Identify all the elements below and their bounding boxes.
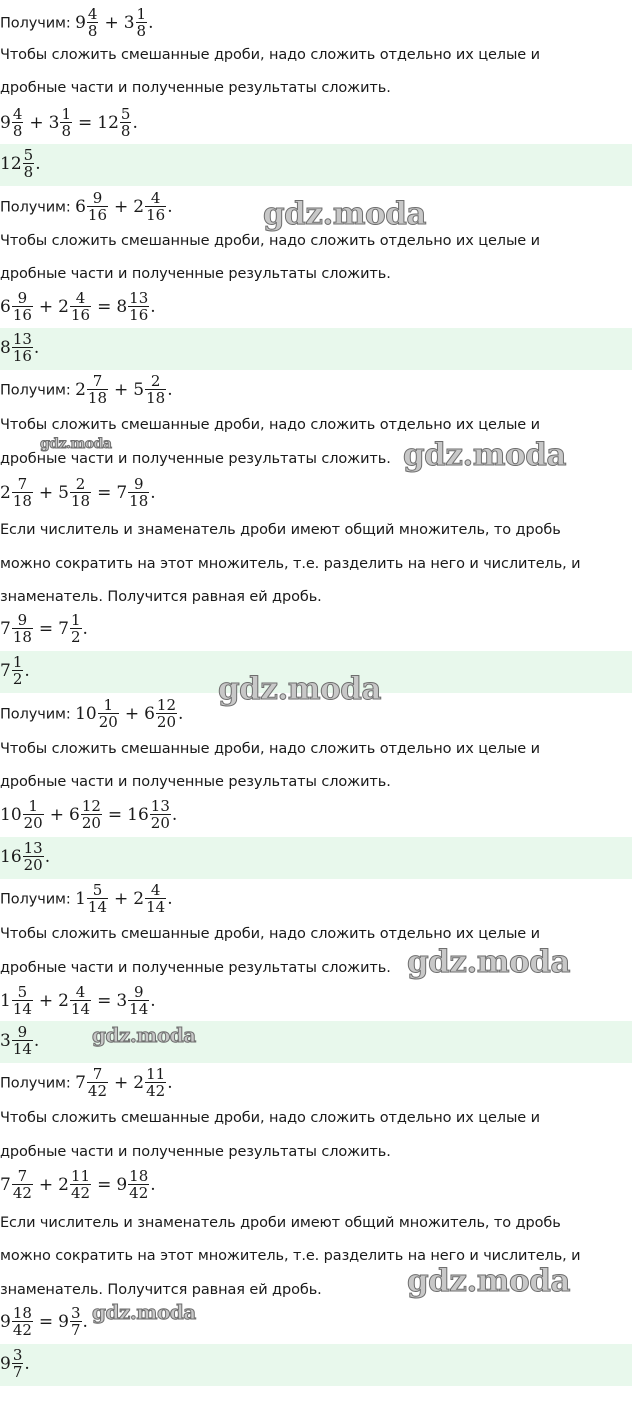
numerator: 9 [133,983,144,1001]
math-expression [0,1305,88,1338]
fraction [12,331,33,364]
denominator: 8 [61,122,71,140]
fraction [87,190,108,223]
whole-part: 2 [75,379,86,400]
plus-sign: + [29,112,44,133]
period: . [82,1311,88,1332]
given-label: Получим: [0,15,71,32]
math-expression [0,654,30,687]
denominator: 8 [87,22,98,40]
problem-5-given [0,882,173,915]
numerator: 3 [12,1346,23,1364]
whole-part: 12 [0,153,22,174]
plus-sign: + [38,296,54,317]
rule-add-line-1: Чтобы сложить смешанные дроби, надо сложить отдельно их целые и [0,233,540,249]
numerator: 4 [87,5,98,23]
period: . [82,618,88,639]
fraction [23,147,35,180]
plus-sign: + [114,196,129,217]
numerator: 3 [71,1304,81,1322]
whole-part: 6 [144,703,155,724]
fraction [12,1168,33,1201]
math-expression [0,1347,30,1380]
fraction [23,798,44,831]
numerator: 18 [129,1167,149,1185]
plus-sign: + [49,804,64,825]
whole-part: 7 [116,482,128,503]
numerator: 11 [146,1065,166,1083]
given-label: Получим: [0,891,71,908]
denominator: 42 [87,1082,108,1100]
answer-band-6 [0,1344,632,1386]
fraction [156,697,177,730]
numerator: 1 [71,611,81,629]
numerator: 7 [92,1065,103,1083]
denominator: 20 [23,814,43,832]
fraction [128,290,149,323]
equals-sign: = [38,1311,54,1332]
fraction [128,476,149,509]
rule-add-line-1: Чтобы сложить смешанные дроби, надо сложить отдельно их целые и [0,417,540,433]
fraction [12,654,24,687]
rule-add-line-2: дробные части и полученные результаты сложить. [0,774,391,790]
period: . [167,379,173,400]
whole-part: 7 [0,660,11,681]
fraction [120,106,132,139]
fraction [87,882,108,915]
period: . [167,196,173,217]
numerator: 1 [136,5,147,23]
denominator: 8 [120,122,131,140]
denominator: 20 [150,814,170,832]
plus-sign: + [114,888,129,909]
numerator: 7 [17,475,28,493]
denominator: 20 [81,814,101,832]
rule-add-line-2: дробные части и полученные результаты сложить. [0,266,391,282]
given-label: Получим: [0,199,71,216]
denominator: 14 [87,898,108,916]
plus-sign: + [114,379,129,400]
problem-4-given [0,697,183,730]
equals-sign: = [38,618,54,639]
math-expression [75,373,173,406]
fraction [98,697,119,730]
rule-reduce-line-1: Если числитель и знаменатель дроби имеют общий множитель, то дробь [0,1215,561,1231]
fraction [136,6,148,39]
rule-add-line-1: Чтобы сложить смешанные дроби, надо сложить отдельно их целые и [0,1110,540,1126]
whole-part: 12 [97,112,119,133]
math-expression [0,1168,156,1201]
problem-6-answer [0,1347,30,1380]
whole-part: 2 [133,1072,145,1093]
rule-add-line-2: дробные части и полученные результаты сложить. [0,80,391,96]
math-expression [0,984,156,1017]
fraction [12,476,33,509]
denominator: 7 [71,1321,81,1339]
numerator: 4 [12,105,23,123]
fraction [128,1168,149,1201]
fraction [145,190,166,223]
equals-sign: = [97,1174,112,1195]
whole-part: 7 [0,618,11,639]
denominator: 16 [129,306,149,324]
fraction [87,1066,108,1099]
answer-band-2 [0,328,632,370]
rule-add-line-1: Чтобы сложить смешанные дроби, надо сложить отдельно их целые и [0,926,540,942]
fraction [12,1024,33,1057]
denominator: 18 [87,389,108,407]
equals-sign: = [78,112,93,133]
whole-part: 9 [0,1353,11,1374]
denominator: 8 [12,122,23,140]
problem-1-given [0,6,154,39]
fraction [23,840,44,873]
math-expression [75,190,173,223]
denominator: 14 [71,1000,91,1018]
problem-5-answer [0,1024,39,1057]
problem-1-answer [0,147,41,180]
watermark-logo: gdz.moda [407,1263,570,1299]
fraction [12,290,33,323]
math-expression [0,798,177,831]
period: . [167,1072,173,1093]
period: . [24,660,30,681]
whole-part: 8 [0,337,11,358]
denominator: 42 [129,1184,149,1202]
whole-part: 9 [116,1174,128,1195]
whole-part: 2 [58,990,69,1011]
fraction [12,106,24,139]
numerator: 1 [103,696,114,714]
plus-sign: + [124,703,140,724]
equals-sign: = [97,482,112,503]
numerator: 9 [17,611,28,629]
whole-part: 5 [58,482,69,503]
fraction [70,1168,91,1201]
problem-6-reduction [0,1305,88,1338]
watermark-logo: gdz.moda [263,196,426,232]
given-label: Получим: [0,382,71,399]
period: . [178,703,184,724]
fraction [12,984,33,1017]
whole-part: 8 [116,296,128,317]
whole-part: 16 [0,846,22,867]
period: . [148,12,154,33]
math-expression [75,6,153,39]
whole-part: 5 [133,379,145,400]
watermark-logo: gdz.moda [92,1023,196,1047]
whole-part: 6 [0,296,11,317]
fraction [81,798,102,831]
rule-reduce-line-2: можно сократить на этот множитель, т.е. разделить на него и числитель, и [0,556,581,572]
problem-5-solution [0,984,156,1017]
numerator: 5 [92,881,103,899]
denominator: 42 [12,1321,32,1339]
period: . [171,804,178,825]
whole-part: 9 [0,112,11,133]
denominator: 14 [129,1000,149,1018]
equals-sign: = [97,296,112,317]
fraction [145,882,166,915]
denominator: 18 [71,492,91,510]
numerator: 11 [71,1167,91,1185]
period: . [44,846,51,867]
watermark-logo: gdz.moda [403,437,566,473]
answer-band-1 [0,144,632,186]
period: . [33,337,40,358]
plus-sign: + [38,482,54,503]
fraction [60,106,72,139]
math-expression [0,840,50,873]
numerator: 9 [133,475,144,493]
fraction [145,373,166,406]
fraction [87,6,99,39]
given-label: Получим: [0,706,71,723]
numerator: 4 [150,189,161,207]
fraction [128,984,149,1017]
whole-part: 9 [75,12,86,33]
fraction [12,1347,24,1380]
whole-part: 9 [0,1311,11,1332]
denominator: 16 [71,306,91,324]
denominator: 20 [98,713,118,731]
rule-reduce-line-3: знаменатель. Получится равная ей дробь. [0,1282,322,1298]
rule-reduce-line-2: можно сократить на этот множитель, т.е. разделить на него и числитель, и [0,1248,581,1264]
whole-part: 6 [68,804,80,825]
fraction [70,290,91,323]
denominator: 16 [146,206,166,224]
rule-reduce-line-1: Если числитель и знаменатель дроби имеют общий множитель, то дробь [0,522,561,538]
problem-2-given [0,190,173,223]
whole-part: 9 [58,1311,69,1332]
problem-3-given [0,373,173,406]
problem-3-solution [0,476,156,509]
numerator: 9 [92,189,103,207]
whole-part: 10 [0,804,22,825]
denominator: 2 [71,628,81,646]
numerator: 12 [156,696,176,714]
period: . [167,888,173,909]
fraction [12,612,33,645]
denominator: 42 [12,1184,32,1202]
numerator: 2 [150,372,161,390]
whole-part: 2 [58,1174,69,1195]
denominator: 16 [87,206,108,224]
numerator: 13 [150,797,170,815]
math-expression [0,106,138,139]
rule-reduce-line-3: знаменатель. Получится равная ей дробь. [0,589,322,605]
period: . [150,296,156,317]
fraction [70,476,91,509]
math-expression [0,476,156,509]
problem-2-answer [0,331,39,364]
math-expression [75,882,173,915]
math-expression [0,612,88,645]
rule-add-line-2: дробные части и полученные результаты сложить. [0,1144,391,1160]
numerator: 13 [23,839,43,857]
math-expression [0,147,41,180]
whole-part: 2 [133,196,145,217]
period: . [150,482,156,503]
whole-part: 3 [0,1030,11,1051]
whole-part: 3 [123,12,135,33]
period: . [24,1353,30,1374]
math-expression [75,697,183,730]
denominator: 8 [23,163,34,181]
fraction [70,984,91,1017]
plus-sign: + [114,1072,129,1093]
answer-band-4 [0,837,632,879]
plus-sign: + [38,990,54,1011]
whole-part: 7 [58,618,69,639]
numerator: 13 [129,289,149,307]
whole-part: 1 [75,888,86,909]
denominator: 18 [12,628,32,646]
period: . [33,1030,40,1051]
rule-add-line-2: дробные части и полученные результаты сложить. [0,451,391,467]
denominator: 18 [12,492,32,510]
denominator: 7 [12,1363,23,1381]
whole-part: 1 [0,990,11,1011]
whole-part: 16 [127,804,149,825]
watermark-logo: gdz.moda [218,671,381,707]
denominator: 20 [23,856,43,874]
period: . [150,1174,156,1195]
numerator: 4 [75,289,86,307]
denominator: 16 [12,306,32,324]
whole-part: 2 [0,482,11,503]
whole-part: 6 [75,196,86,217]
numerator: 7 [92,372,103,390]
numerator: 5 [23,146,34,164]
period: . [132,112,138,133]
whole-part: 3 [48,112,60,133]
whole-part: 2 [58,296,69,317]
numerator: 7 [17,1167,28,1185]
denominator: 42 [71,1184,91,1202]
denominator: 16 [12,347,32,365]
problem-4-answer [0,840,50,873]
problem-2-solution [0,290,156,323]
fraction [12,1305,33,1338]
whole-part: 7 [75,1072,86,1093]
numerator: 13 [12,330,32,348]
numerator: 4 [75,983,86,1001]
plus-sign: + [104,12,119,33]
math-expression [0,1024,39,1057]
denominator: 14 [12,1040,32,1058]
fraction [145,1066,166,1099]
denominator: 18 [146,389,166,407]
problem-1-solution [0,106,138,139]
numerator: 9 [17,1023,28,1041]
numerator: 4 [150,881,161,899]
problem-4-solution [0,798,177,831]
rule-add-line-2: дробные части и полученные результаты сложить. [0,960,391,976]
whole-part: 7 [0,1174,11,1195]
math-expression [75,1066,173,1099]
denominator: 42 [146,1082,166,1100]
math-expression [0,290,156,323]
equals-sign: = [97,990,112,1011]
math-expression [0,331,39,364]
numerator: 18 [12,1304,32,1322]
denominator: 18 [129,492,149,510]
denominator: 14 [146,898,166,916]
denominator: 14 [12,1000,32,1018]
fraction [70,1305,82,1338]
period: . [35,153,41,174]
numerator: 9 [17,289,28,307]
whole-part: 3 [116,990,128,1011]
rule-add-line-1: Чтобы сложить смешанные дроби, надо сложить отдельно их целые и [0,741,540,757]
equals-sign: = [107,804,123,825]
watermark-logo: gdz.moda [92,1300,196,1324]
problem-6-given [0,1066,173,1099]
numerator: 2 [75,475,86,493]
watermark-logo: gdz.moda [407,944,570,980]
numerator: 1 [28,797,38,815]
fraction [87,373,108,406]
whole-part: 2 [133,888,145,909]
plus-sign: + [38,1174,54,1195]
watermark-logo: gdz.moda [40,436,112,452]
numerator: 5 [120,105,131,123]
numerator: 1 [61,105,71,123]
numerator: 1 [12,653,23,671]
numerator: 5 [17,983,28,1001]
denominator: 8 [136,22,147,40]
problem-3-answer [0,654,30,687]
fraction [70,612,82,645]
fraction [150,798,171,831]
given-label: Получим: [0,1075,71,1092]
denominator: 20 [156,713,176,731]
problem-3-reduction [0,612,88,645]
rule-add-line-1: Чтобы сложить смешанные дроби, надо сложить отдельно их целые и [0,47,540,63]
period: . [150,990,156,1011]
denominator: 2 [12,670,23,688]
problem-6-solution [0,1168,156,1201]
whole-part: 10 [75,703,97,724]
numerator: 12 [81,797,101,815]
